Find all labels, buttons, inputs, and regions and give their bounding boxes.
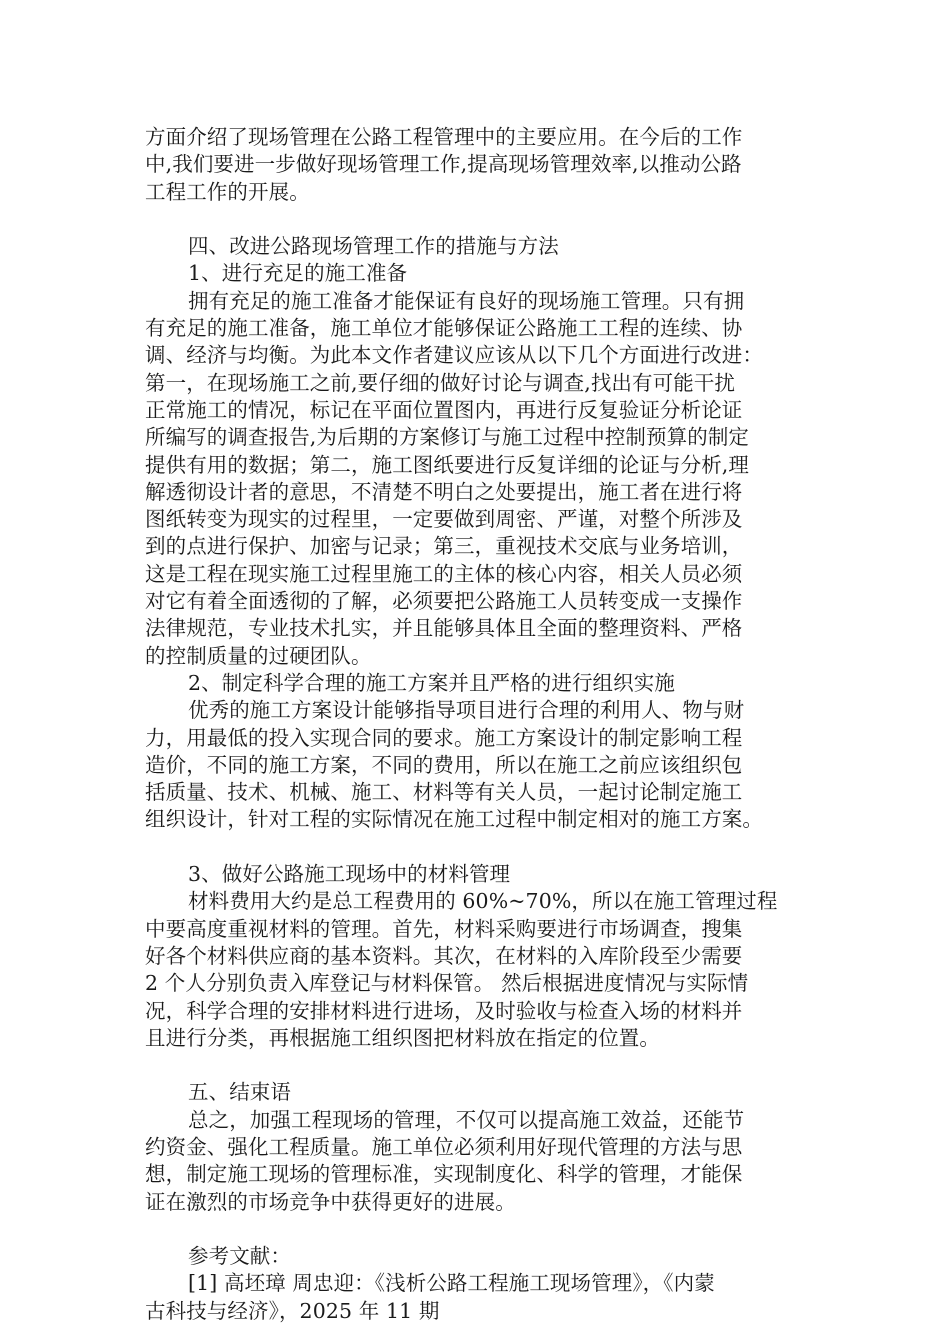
section-heading-4: 四、改进公路现场管理工作的措施与方法 <box>188 234 559 259</box>
paragraph-conclusion <box>145 1107 807 1216</box>
text-line: 况，科学合理的安排材料进行进场，及时验收与检查入场的材料并 <box>145 998 743 1023</box>
text-line: 解透彻设计者的意思，不清楚不明白之处要提出，施工者在进行将 <box>145 479 743 504</box>
text-line: 图纸转变为现实的过程里，一定要做到周密、严谨，对整个所涉及 <box>145 507 743 532</box>
text-line: 优秀的施工方案设计能够指导项目进行合理的利用人、物与财 <box>188 698 745 723</box>
paragraph-subsection-1 <box>145 288 807 670</box>
text-line: 力，用最低的投入实现合同的要求。施工方案设计的制定影响工程 <box>145 725 743 750</box>
text-line: 这是工程在现实施工过程里施工的主体的核心内容，相关人员必须 <box>145 561 743 586</box>
text-line: 第一，在现场施工之前,要仔细的做好讨论与调查,找出有可能干扰 <box>145 370 736 395</box>
subsection-heading-2: 2、制定科学合理的施工方案并且严格的进行组织实施 <box>188 670 675 695</box>
text-line: 正常施工的情况，标记在平面位置图内，再进行反复验证分析论证 <box>145 397 743 422</box>
text-line: 对它有着全面透彻的了解，必须要把公路施工人员转变成一支操作 <box>145 589 743 614</box>
text-line: 约资金、强化工程质量。施工单位必须利用好现代管理的方法与思 <box>145 1134 743 1159</box>
text-line: 工程工作的开展。 <box>145 179 310 204</box>
paragraph-intro <box>145 124 807 206</box>
paragraph-gap <box>145 1216 807 1243</box>
text-line: 的控制质量的过硬团队。 <box>145 643 372 668</box>
paragraph-subsection-2 <box>145 697 807 833</box>
text-line: 想，制定施工现场的管理标准，实现制度化、科学的管理，才能保 <box>145 1162 743 1187</box>
paragraph-gap <box>145 206 807 233</box>
text-line: 总之，加强工程现场的管理，不仅可以提高施工效益，还能节 <box>188 1107 745 1132</box>
text-line: 且进行分类，再根据施工组织图把材料放在指定的位置。 <box>145 1025 660 1050</box>
text-line: 括质量、技术、机械、施工、材料等有关人员，一起讨论制定施工 <box>145 780 743 805</box>
text-line: 2 个人分别负责入库登记与材料保管。 然后根据进度情况与实际情 <box>145 971 749 996</box>
text-line: 材料费用大约是总工程费用的 60%~70%，所以在施工管理过程 <box>188 889 778 914</box>
paragraph-subsection-3 <box>145 888 807 1052</box>
subsection-heading-1: 1、进行充足的施工准备 <box>188 261 408 286</box>
text-line: 证在激烈的市场竞争中获得更好的进展。 <box>145 1189 516 1214</box>
text-line: 所编写的调查报告,为后期的方案修订与施工过程中控制预算的制定 <box>145 425 750 450</box>
paragraph-gap <box>145 1052 807 1079</box>
reference-item <box>145 1270 807 1325</box>
text-line: 有充足的施工准备，施工单位才能够保证公路施工工程的连续、协 <box>145 316 743 341</box>
subsection-heading-3: 3、做好公路施工现场中的材料管理 <box>188 862 511 887</box>
document-body <box>145 124 807 1325</box>
text-line: [1] 高坯璋 周忠迎：《浅析公路工程施工现场管理》，《内蒙 <box>188 1271 715 1296</box>
text-line: 组织设计，针对工程的实际情况在施工过程中制定相对的施工方案。 <box>145 807 763 832</box>
text-line: 到的点进行保护、加密与记录；第三，重视技术交底与业务培训， <box>145 534 743 559</box>
references-heading: 参考文献： <box>188 1244 291 1269</box>
paragraph-gap <box>145 834 807 861</box>
text-line: 调、经济与均衡。为此本文作者建议应该从以下几个方面进行改进： <box>145 343 763 368</box>
text-line: 中,我们要进一步做好现场管理工作,提高现场管理效率,以推动公路 <box>145 152 742 177</box>
section-heading-5: 五、结束语 <box>188 1080 291 1105</box>
text-line: 拥有充足的施工准备才能保证有良好的现场施工管理。只有拥 <box>188 288 745 313</box>
text-line: 提供有用的数据；第二，施工图纸要进行反复详细的论证与分析,理 <box>145 452 750 477</box>
text-line: 古科技与经济》，2025 年 11 期 <box>145 1298 440 1323</box>
text-line: 方面介绍了现场管理在公路工程管理中的主要应用。在今后的工作 <box>145 125 743 149</box>
text-line: 中要高度重视材料的管理。首先，材料采购要进行市场调查，搜集 <box>145 916 743 941</box>
text-line: 造价，不同的施工方案，不同的费用，所以在施工之前应该组织包 <box>145 752 743 777</box>
text-line: 好各个材料供应商的基本资料。其次，在材料的入库阶段至少需要 <box>145 943 743 968</box>
text-line: 法律规范，专业技术扎实，并且能够具体且全面的整理资料、严格 <box>145 616 743 641</box>
